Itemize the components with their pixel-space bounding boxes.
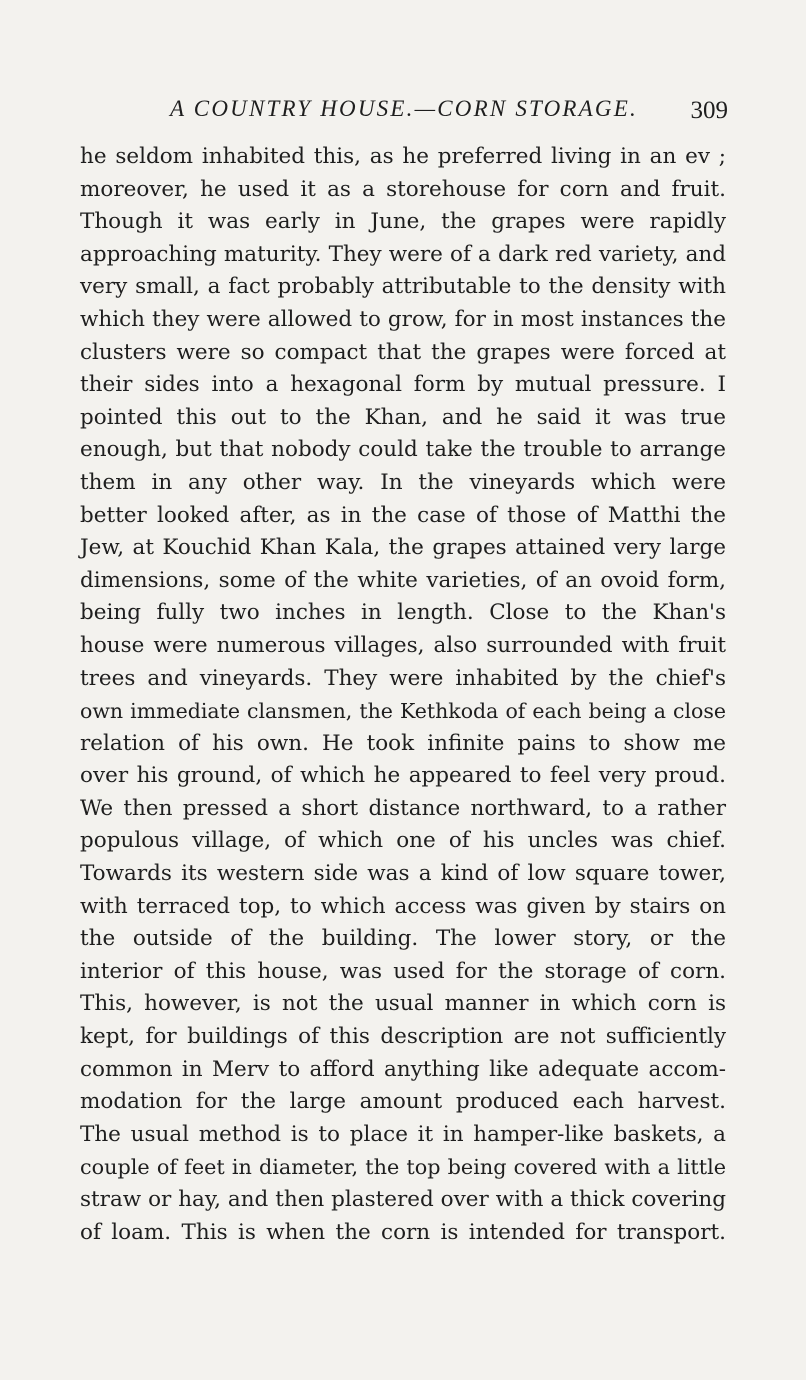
text-line: couple of feet in diameter, the top being covered with a little (80, 1155, 726, 1180)
text-line: approaching maturity. They were of a dark red variety, and (80, 241, 726, 267)
text-line: with terraced top, to which access was given by stairs on (80, 893, 726, 919)
text-line: of loam. This is when the corn is intended for transport. (80, 1219, 726, 1245)
text-line: very small, a fact probably attributable to the density with (80, 274, 726, 300)
text-line: over his ground, of which he appeared to feel very proud. (80, 763, 726, 789)
page-number: 309 (690, 97, 728, 124)
text-line: We then pressed a short distance northward, to a rather (80, 795, 726, 821)
text-line: being fully two inches in length. Close to the Khan's (80, 600, 726, 626)
text-line: populous village, of which one of his uncles was chief. (80, 828, 726, 854)
text-line: the outside of the building. The lower story, or the (80, 926, 726, 952)
text-line: interior of this house, was used for the storage of corn. (80, 958, 726, 984)
body-text (80, 141, 726, 1249)
running-head (80, 92, 728, 126)
text-line: their sides into a hexagonal form by mutual pressure. I (80, 372, 726, 398)
text-line: common in Merv to afford anything like adequate accom- (80, 1056, 726, 1082)
text-line: modation for the large amount produced each harvest. (80, 1089, 726, 1115)
text-line: house were numerous villages, also surrounded with fruit (80, 632, 726, 658)
text-line: own immediate clansmen, the Kethkoda of each being a close (80, 699, 726, 724)
running-title: A COUNTRY HOUSE.—CORN STORAGE. (170, 96, 638, 121)
text-line: pointed this out to the Khan, and he said it was true (80, 404, 726, 430)
text-line: clusters were so compact that the grapes were forced at (80, 339, 726, 365)
text-line: Though it was early in June, the grapes were rapidly (80, 209, 726, 235)
text-line: trees and vineyards. They were inhabited by the chief's (80, 665, 726, 691)
text-line: which they were allowed to grow, for in most instances the (80, 306, 726, 332)
text-line: better looked after, as in the case of those of Matthi the (80, 502, 726, 528)
text-line: Towards its western side was a kind of low square tower, (80, 861, 726, 887)
text-line: relation of his own. He took infinite pains to show me (80, 730, 726, 756)
text-line: dimensions, some of the white varieties, of an ovoid form, (80, 567, 726, 593)
text-line: them in any other way. In the vineyards which were (80, 469, 726, 495)
text-line: Jew, at Kouchid Khan Kala, the grapes attained very large (80, 535, 726, 561)
text-line: he seldom inhabited this, as he preferred living in an ev ; (80, 144, 726, 169)
text-line: The usual method is to place it in hamper-like baskets, a (80, 1121, 726, 1147)
text-line: moreover, he used it as a storehouse for corn and fruit. (80, 176, 726, 202)
text-line: This, however, is not the usual manner in which corn is (80, 991, 726, 1017)
text-line: enough, but that nobody could take the trouble to arrange (80, 437, 726, 463)
text-line: straw or hay, and then plastered over with a thick covering (80, 1187, 726, 1212)
text-line: kept, for buildings of this description are not sufficiently (80, 1024, 726, 1050)
